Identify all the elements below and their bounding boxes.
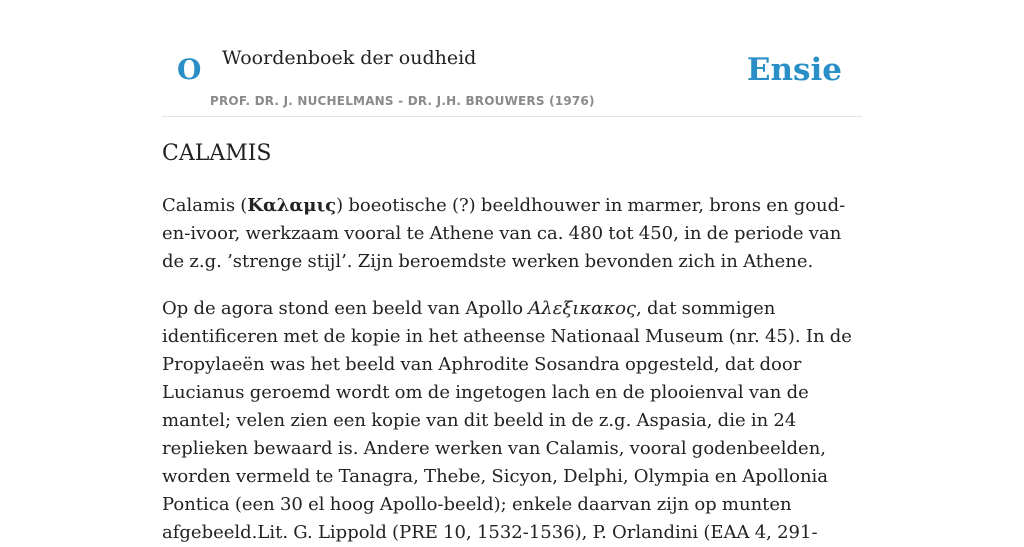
greek-name: Καλαμις: [247, 195, 337, 216]
paragraph-2-text-b: , dat sommigen identificeren met de kopie in het atheense Nationaal Museum (nr. 45). In de Propylaeën was het beeld van Aphrodite Sosandra opgesteld, dat door Lucianus geroemd wordt om de ingetogen lach en de plooienval van de mantel; velen zien een kopie van dit beeld in de z.g. Aspasia, die in 24 replieken bewaard is. Andere werken van Calamis, vooral godenbeelden, worden vermeld te Tanagra, Thebe, Sicyon, Delphi, Olympia en Apollonia Pontica (een 30 el hoog Apollo-beeld); enkele daarvan zijn op munten afgebeeld.Lit. G. Lippold (PRE 10, 1532-1536), P. Orlandini (EAA 4, 291-: [162, 298, 852, 543]
entry-title: CALAMIS: [162, 141, 272, 166]
book-authors: PROF. DR. J. NUCHELMANS - DR. J.H. BROUWERS (1976): [210, 94, 595, 108]
entry-content: [162, 138, 862, 547]
header: [162, 0, 862, 117]
entry-paragraph-2: [162, 295, 862, 547]
letter-index[interactable]: O: [177, 53, 202, 86]
paragraph-1-text-b: ) boeotische (?) beeldhouwer in marmer, brons en goud-en-ivoor, werkzaam vooral te Athene van ca. 480 tot 450, in de periode van de z.g. ’strenge stijl’. Zijn beroemdste werken bevonden zich in Athene.: [162, 195, 846, 272]
entry-paragraph-1: [162, 192, 862, 276]
greek-epithet: Αλεξικακος: [528, 298, 637, 319]
ensie-logo-link[interactable]: Ensie: [746, 52, 842, 88]
paragraph-1-text-a: Calamis (: [162, 195, 248, 216]
paragraph-2-text-a: Op de agora stond een beeld van Apollo: [162, 298, 529, 319]
book-title[interactable]: Woordenboek der oudheid: [222, 47, 477, 69]
